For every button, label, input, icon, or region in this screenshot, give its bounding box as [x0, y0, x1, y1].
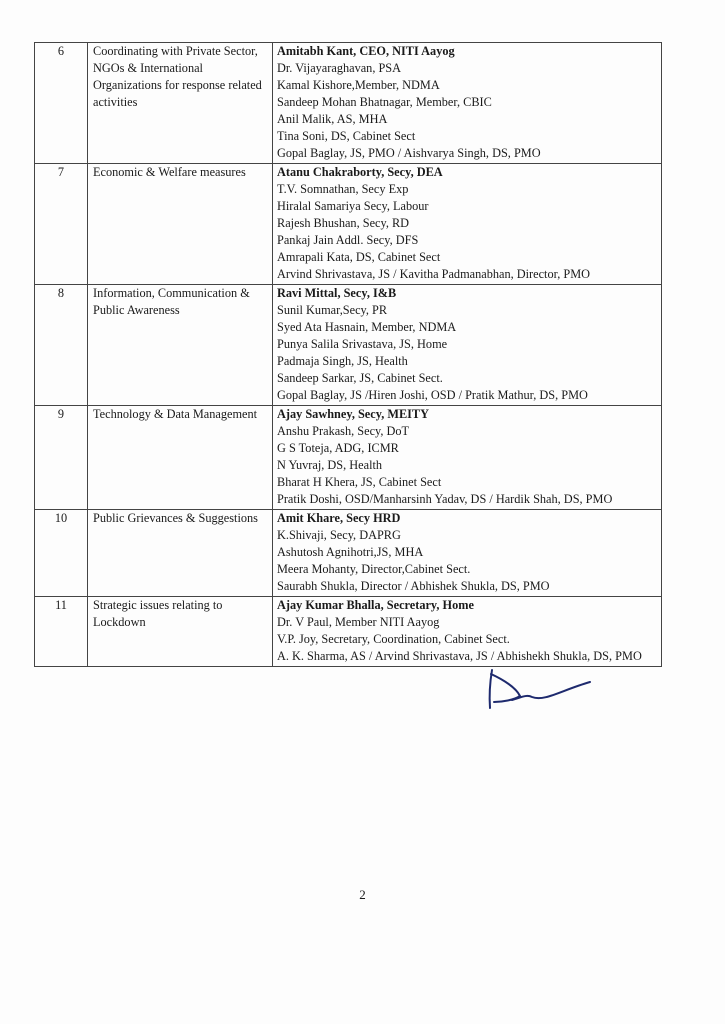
group-member: Dr. V Paul, Member NITI Aayog: [277, 615, 440, 629]
group-name: Coordinating with Private Sector, NGOs & International Organizations for response related activities: [88, 43, 273, 164]
empowered-groups-table: [34, 42, 662, 667]
members-cell: [273, 285, 662, 406]
group-member: K.Shivaji, Secy, DAPRG: [277, 528, 401, 542]
group-name: Public Grievances & Suggestions: [88, 510, 273, 597]
table-row: [35, 406, 662, 510]
members-cell: [273, 597, 662, 667]
group-member: Anshu Prakash, Secy, DoT: [277, 424, 410, 438]
table-row: [35, 285, 662, 406]
group-member: Pratik Doshi, OSD/Manharsinh Yadav, DS / Hardik Shah, DS, PMO: [277, 492, 613, 506]
table-row: [35, 597, 662, 667]
group-member: Gopal Baglay, JS /Hiren Joshi, OSD / Pratik Mathur, DS, PMO: [277, 388, 588, 402]
members-cell: [273, 164, 662, 285]
group-chair: Atanu Chakraborty, Secy, DEA: [277, 165, 443, 179]
group-member: Kamal Kishore,Member, NDMA: [277, 78, 440, 92]
row-number: 11: [35, 597, 88, 667]
group-name: Technology & Data Management: [88, 406, 273, 510]
page-number: 2: [359, 887, 366, 902]
group-member: Ashutosh Agnihotri,JS, MHA: [277, 545, 424, 559]
group-member: Rajesh Bhushan, Secy, RD: [277, 216, 410, 230]
group-member: Punya Salila Srivastava, JS, Home: [277, 337, 448, 351]
group-chair: Ajay Sawhney, Secy, MEITY: [277, 407, 430, 421]
group-member: Sandeep Mohan Bhatnagar, Member, CBIC: [277, 95, 492, 109]
group-chair: Amitabh Kant, CEO, NITI Aayog: [277, 44, 455, 58]
group-chair: Amit Khare, Secy HRD: [277, 511, 401, 525]
group-name: Strategic issues relating to Lockdown: [88, 597, 273, 667]
group-member: Hiralal Samariya Secy, Labour: [277, 199, 429, 213]
group-member: Anil Malik, AS, MHA: [277, 112, 388, 126]
group-member: Syed Ata Hasnain, Member, NDMA: [277, 320, 457, 334]
group-member: Meera Mohanty, Director,Cabinet Sect.: [277, 562, 471, 576]
group-chair: Ravi Mittal, Secy, I&B: [277, 286, 397, 300]
row-number: 7: [35, 164, 88, 285]
group-name: Economic & Welfare measures: [88, 164, 273, 285]
group-member: Arvind Shrivastava, JS / Kavitha Padmanabhan, Director, PMO: [277, 267, 591, 281]
group-member: V.P. Joy, Secretary, Coordination, Cabinet Sect.: [277, 632, 510, 646]
signature-icon: [484, 664, 594, 714]
group-member: Bharat H Khera, JS, Cabinet Sect: [277, 475, 442, 489]
group-chair: Ajay Kumar Bhalla, Secretary, Home: [277, 598, 474, 612]
group-member: Saurabh Shukla, Director / Abhishek Shukla, DS, PMO: [277, 579, 550, 593]
row-number: 6: [35, 43, 88, 164]
row-number: 8: [35, 285, 88, 406]
group-name: Information, Communication & Public Awareness: [88, 285, 273, 406]
group-member: N Yuvraj, DS, Health: [277, 458, 383, 472]
group-member: Sandeep Sarkar, JS, Cabinet Sect.: [277, 371, 443, 385]
row-number: 9: [35, 406, 88, 510]
table-body: [35, 43, 662, 667]
group-member: T.V. Somnathan, Secy Exp: [277, 182, 409, 196]
table-row: [35, 43, 662, 164]
group-member: A. K. Sharma, AS / Arvind Shrivastava, JS / Abhishekh Shukla, DS, PMO: [277, 649, 642, 663]
members-cell: [273, 406, 662, 510]
members-cell: [273, 43, 662, 164]
group-member: Pankaj Jain Addl. Secy, DFS: [277, 233, 419, 247]
group-member: Padmaja Singh, JS, Health: [277, 354, 408, 368]
table-row: [35, 164, 662, 285]
group-member: Gopal Baglay, JS, PMO / Aishvarya Singh, DS, PMO: [277, 146, 541, 160]
group-member: G S Toteja, ADG, ICMR: [277, 441, 399, 455]
row-number: 10: [35, 510, 88, 597]
table-row: [35, 510, 662, 597]
group-member: Tina Soni, DS, Cabinet Sect: [277, 129, 416, 143]
group-member: Amrapali Kata, DS, Cabinet Sect: [277, 250, 441, 264]
members-cell: [273, 510, 662, 597]
group-member: Sunil Kumar,Secy, PR: [277, 303, 388, 317]
group-member: Dr. Vijayaraghavan, PSA: [277, 61, 402, 75]
